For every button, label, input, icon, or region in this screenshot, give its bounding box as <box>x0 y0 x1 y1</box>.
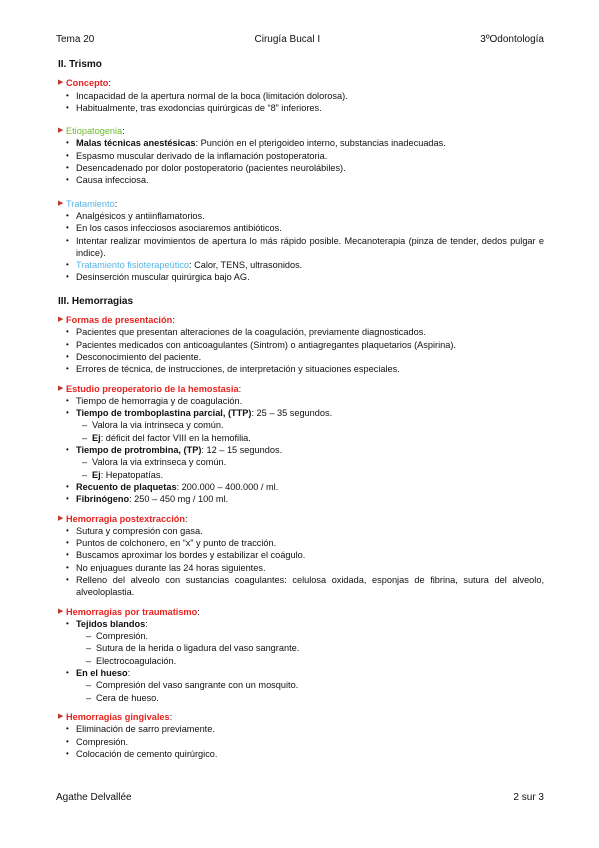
list-formas <box>56 326 544 375</box>
sub-list-item: – Ej: Hepatopatías. <box>56 469 544 481</box>
block-postextraccion: ▶ Hemorragia postextracción: • Sutura y compresión con gasa. • Puntos de colchonero, en “x” y punto de tracción. • Buscamos aproximar los bordes y estabilizar el coágulo. • No enjuagues durante las 24 horas siguientes. • Relleno del alveolo con sustancias coagulantes: celulosa oxidada, esponjas de fibrina, sutura del alveolo, alveoloplastia. <box>56 513 544 599</box>
list-concepto <box>56 90 544 115</box>
list-item: • Habitualmente, tras exodoncias quirúrgicas de “8” inferiores. <box>56 102 544 114</box>
list-estudio <box>56 395 544 506</box>
section-title-trismo: II. Trismo <box>58 59 102 70</box>
list-item: • Pacientes medicados con anticoagulantes (Sintrom) o antiagregantes plaquetarios (Aspirina). <box>56 339 544 351</box>
list-item: • Incapacidad de la apertura normal de la boca (limitación dolorosa). <box>56 90 544 102</box>
triangle-bullet-icon: ▶ <box>58 199 64 207</box>
list-item: • Causa infecciosa. <box>56 174 544 186</box>
list-item: • Buscamos aproximar los bordes y estabilizar el coágulo. <box>56 549 544 561</box>
list-item: • Analgésicos y antiinflamatorios. <box>56 210 544 222</box>
list-item: • En los casos infecciosos asociaremos antibióticos. <box>56 222 544 234</box>
list-item: • Tejidos blandos: <box>56 618 544 630</box>
list-item: • Intentar realizar movimientos de apertura lo más rápido posible. Mecanoterapia (pinza de tender, dedos pulgar e indice). <box>56 235 544 260</box>
list-traumatismo <box>56 618 544 704</box>
sub-list-item: – Valora la via extrinseca y común. <box>56 456 544 468</box>
page-footer <box>56 792 544 804</box>
heading-gingivales: Hemorragias gingivales <box>66 711 170 722</box>
page-header <box>56 34 544 56</box>
list-item: • Tiempo de protrombina, (TP): 12 – 15 segundos. <box>56 444 544 456</box>
triangle-bullet-icon: ▶ <box>58 712 64 720</box>
sub-list-item: – Valora la via intrinseca y común. <box>56 419 544 431</box>
list-item: • En el hueso: <box>56 667 544 679</box>
heading-postextraccion: Hemorragia postextracción <box>66 513 185 524</box>
list-item: • Desinserción muscular quirúrgica bajo AG. <box>56 271 544 283</box>
footer-page-number: 2 sur 3 <box>513 792 544 803</box>
triangle-bullet-icon: ▶ <box>58 514 64 522</box>
list-item: • Tiempo de hemorragia y de coagulación. <box>56 395 544 407</box>
triangle-bullet-icon: ▶ <box>58 384 64 392</box>
triangle-bullet-icon: ▶ <box>58 127 64 135</box>
list-etiopatogenia <box>56 137 544 186</box>
sub-list-item: – Cera de hueso. <box>56 692 544 704</box>
list-item: • Compresión. <box>56 736 544 748</box>
heading-formas: Formas de presentación <box>66 315 173 326</box>
header-subject: Cirugía Bucal I <box>254 34 321 45</box>
header-topic: Tema 20 <box>56 34 95 45</box>
sub-list-item: – Compresión del vaso sangrante con un mosquito. <box>56 679 544 691</box>
triangle-bullet-icon: ▶ <box>58 316 64 324</box>
list-item: • Tratamiento fisioterapeútico: Calor, TENS, ultrasonidos. <box>56 259 544 271</box>
document-page <box>56 34 544 767</box>
heading-etiopatogenia: Etiopatogenia <box>66 126 123 137</box>
list-item: • Sutura y compresión con gasa. <box>56 525 544 537</box>
heading-traumatismo: Hemorragias por traumatismo <box>66 606 198 617</box>
triangle-bullet-icon: ▶ <box>58 607 64 615</box>
heading-tratamiento: Tratamiento <box>66 198 115 209</box>
list-item: • Espasmo muscular derivado de la inflamación postoperatoria. <box>56 150 544 162</box>
sub-list-item: – Sutura de la herida o ligadura del vaso sangrante. <box>56 642 544 654</box>
list-postextraccion <box>56 525 544 599</box>
footer-author: Agathe Delvallée <box>56 792 132 803</box>
triangle-bullet-icon: ▶ <box>58 79 64 87</box>
section-title-hemorragias: III. Hemorragias <box>58 295 134 307</box>
list-item: • Pacientes que presentan alteraciones de la coagulación, previamente diagnosticados. <box>56 326 544 338</box>
block-gingivales: ▶ Hemorragias gingivales: • Eliminación de sarro previamente. • Compresión. • Colocación de cemento quirúrgico. <box>56 711 544 760</box>
list-item: • Eliminación de sarro previamente. <box>56 723 544 735</box>
block-concepto: ▶ Concepto: • Incapacidad de la apertura normal de la boca (limitación dolorosa). • Habitualmente, tras exodoncias quirúrgicas de “8” inferiores. <box>56 77 544 114</box>
list-gingivales <box>56 723 544 760</box>
sub-list-item: – Compresión. <box>56 630 544 642</box>
list-item: • Relleno del alveolo con sustancias coagulantes: celulosa oxidada, esponjas de fibrina, sutura del alveolo, alveoloplastia. <box>56 574 544 599</box>
block-formas-presentacion: ▶ Formas de presentación: • Pacientes que presentan alteraciones de la coagulación, previamente diagnosticados. • Pacientes medicados con anticoagulantes (Sintrom) o antiagregantes plaquetarios (Aspirina). • Desconocimiento del paciente. • Errores de técnica, de instrucciones, de interpretación y situaciones especiales. <box>56 314 544 375</box>
list-item: • Tiempo de tromboplastina parcial, (TTP): 25 – 35 segundos. <box>56 407 544 419</box>
sub-list-item: – Ej: déficit del factor VIII en la hemofilia. <box>56 432 544 444</box>
list-tratamiento <box>56 210 544 284</box>
list-item: • No enjuagues durante las 24 horas siguientes. <box>56 562 544 574</box>
list-item: • Malas técnicas anestésicas: Punción en el pterigoideo interno, substancias inadecuadas. <box>56 137 544 149</box>
list-item: • Desencadenado por dolor postoperatorio (pacientes neurolábiles). <box>56 162 544 174</box>
list-item: • Puntos de colchonero, en “x” y punto de tracción. <box>56 537 544 549</box>
block-traumatismo: ▶ Hemorragias por traumatismo: • Tejidos blandos: – Compresión. – Sutura de la herida o ligadura del vaso sangrante. – Electrocoagulación. • En el hueso: – Compresión del vaso sangrante con un mosquito. – Cera de hueso. <box>56 606 544 704</box>
list-item: • Fibrinógeno: 250 – 450 mg / 100 ml. <box>56 493 544 505</box>
block-estudio-preoperatorio: ▶ Estudio preoperatorio de la hemostasia: • Tiempo de hemorragia y de coagulación. • Tiempo de tromboplastina parcial, (TTP): 25 – 35 segundos. – Valora la via intrinseca y común. – Ej: déficit del factor VIII en la hemofilia. • Tiempo de protrombina, (TP): 12 – 15 segundos. – Valora la via extrinseca y común. – Ej: Hepatopatías. • Recuento de plaquetas: 200.000 – 400.000 / ml. • Fibrinógeno: 250 – 450 mg / 100 ml. <box>56 383 544 506</box>
header-course: 3ºOdontología <box>480 34 544 45</box>
list-item: • Recuento de plaquetas: 200.000 – 400.000 / ml. <box>56 481 544 493</box>
block-tratamiento: ▶ Tratamiento: • Analgésicos y antiinflamatorios. • En los casos infecciosos asociaremos antibióticos. • Intentar realizar movimientos de apertura lo más rápido posible. Mecanoterapia (pinza de tender, dedos pulgar e indice). • Tratamiento fisioterapeútico: Calor, TENS, ultrasonidos. • Desinserción muscular quirúrgica bajo AG. <box>56 198 544 284</box>
heading-estudio: Estudio preoperatorio de la hemostasia <box>66 383 239 394</box>
list-item: • Desconocimiento del paciente. <box>56 351 544 363</box>
list-item: • Colocación de cemento quirúrgico. <box>56 748 544 760</box>
list-item: • Errores de técnica, de instrucciones, de interpretación y situaciones especiales. <box>56 363 544 375</box>
sub-list-item: – Electrocoagulación. <box>56 655 544 667</box>
block-etiopatogenia: ▶ Etiopatogenia: • Malas técnicas anestésicas: Punción en el pterigoideo interno, substancias inadecuadas. • Espasmo muscular derivado de la inflamación postoperatoria. • Desencadenado por dolor postoperatorio (pacientes neurolábiles). • Causa infecciosa. <box>56 125 544 186</box>
heading-concepto: Concepto <box>66 78 109 89</box>
